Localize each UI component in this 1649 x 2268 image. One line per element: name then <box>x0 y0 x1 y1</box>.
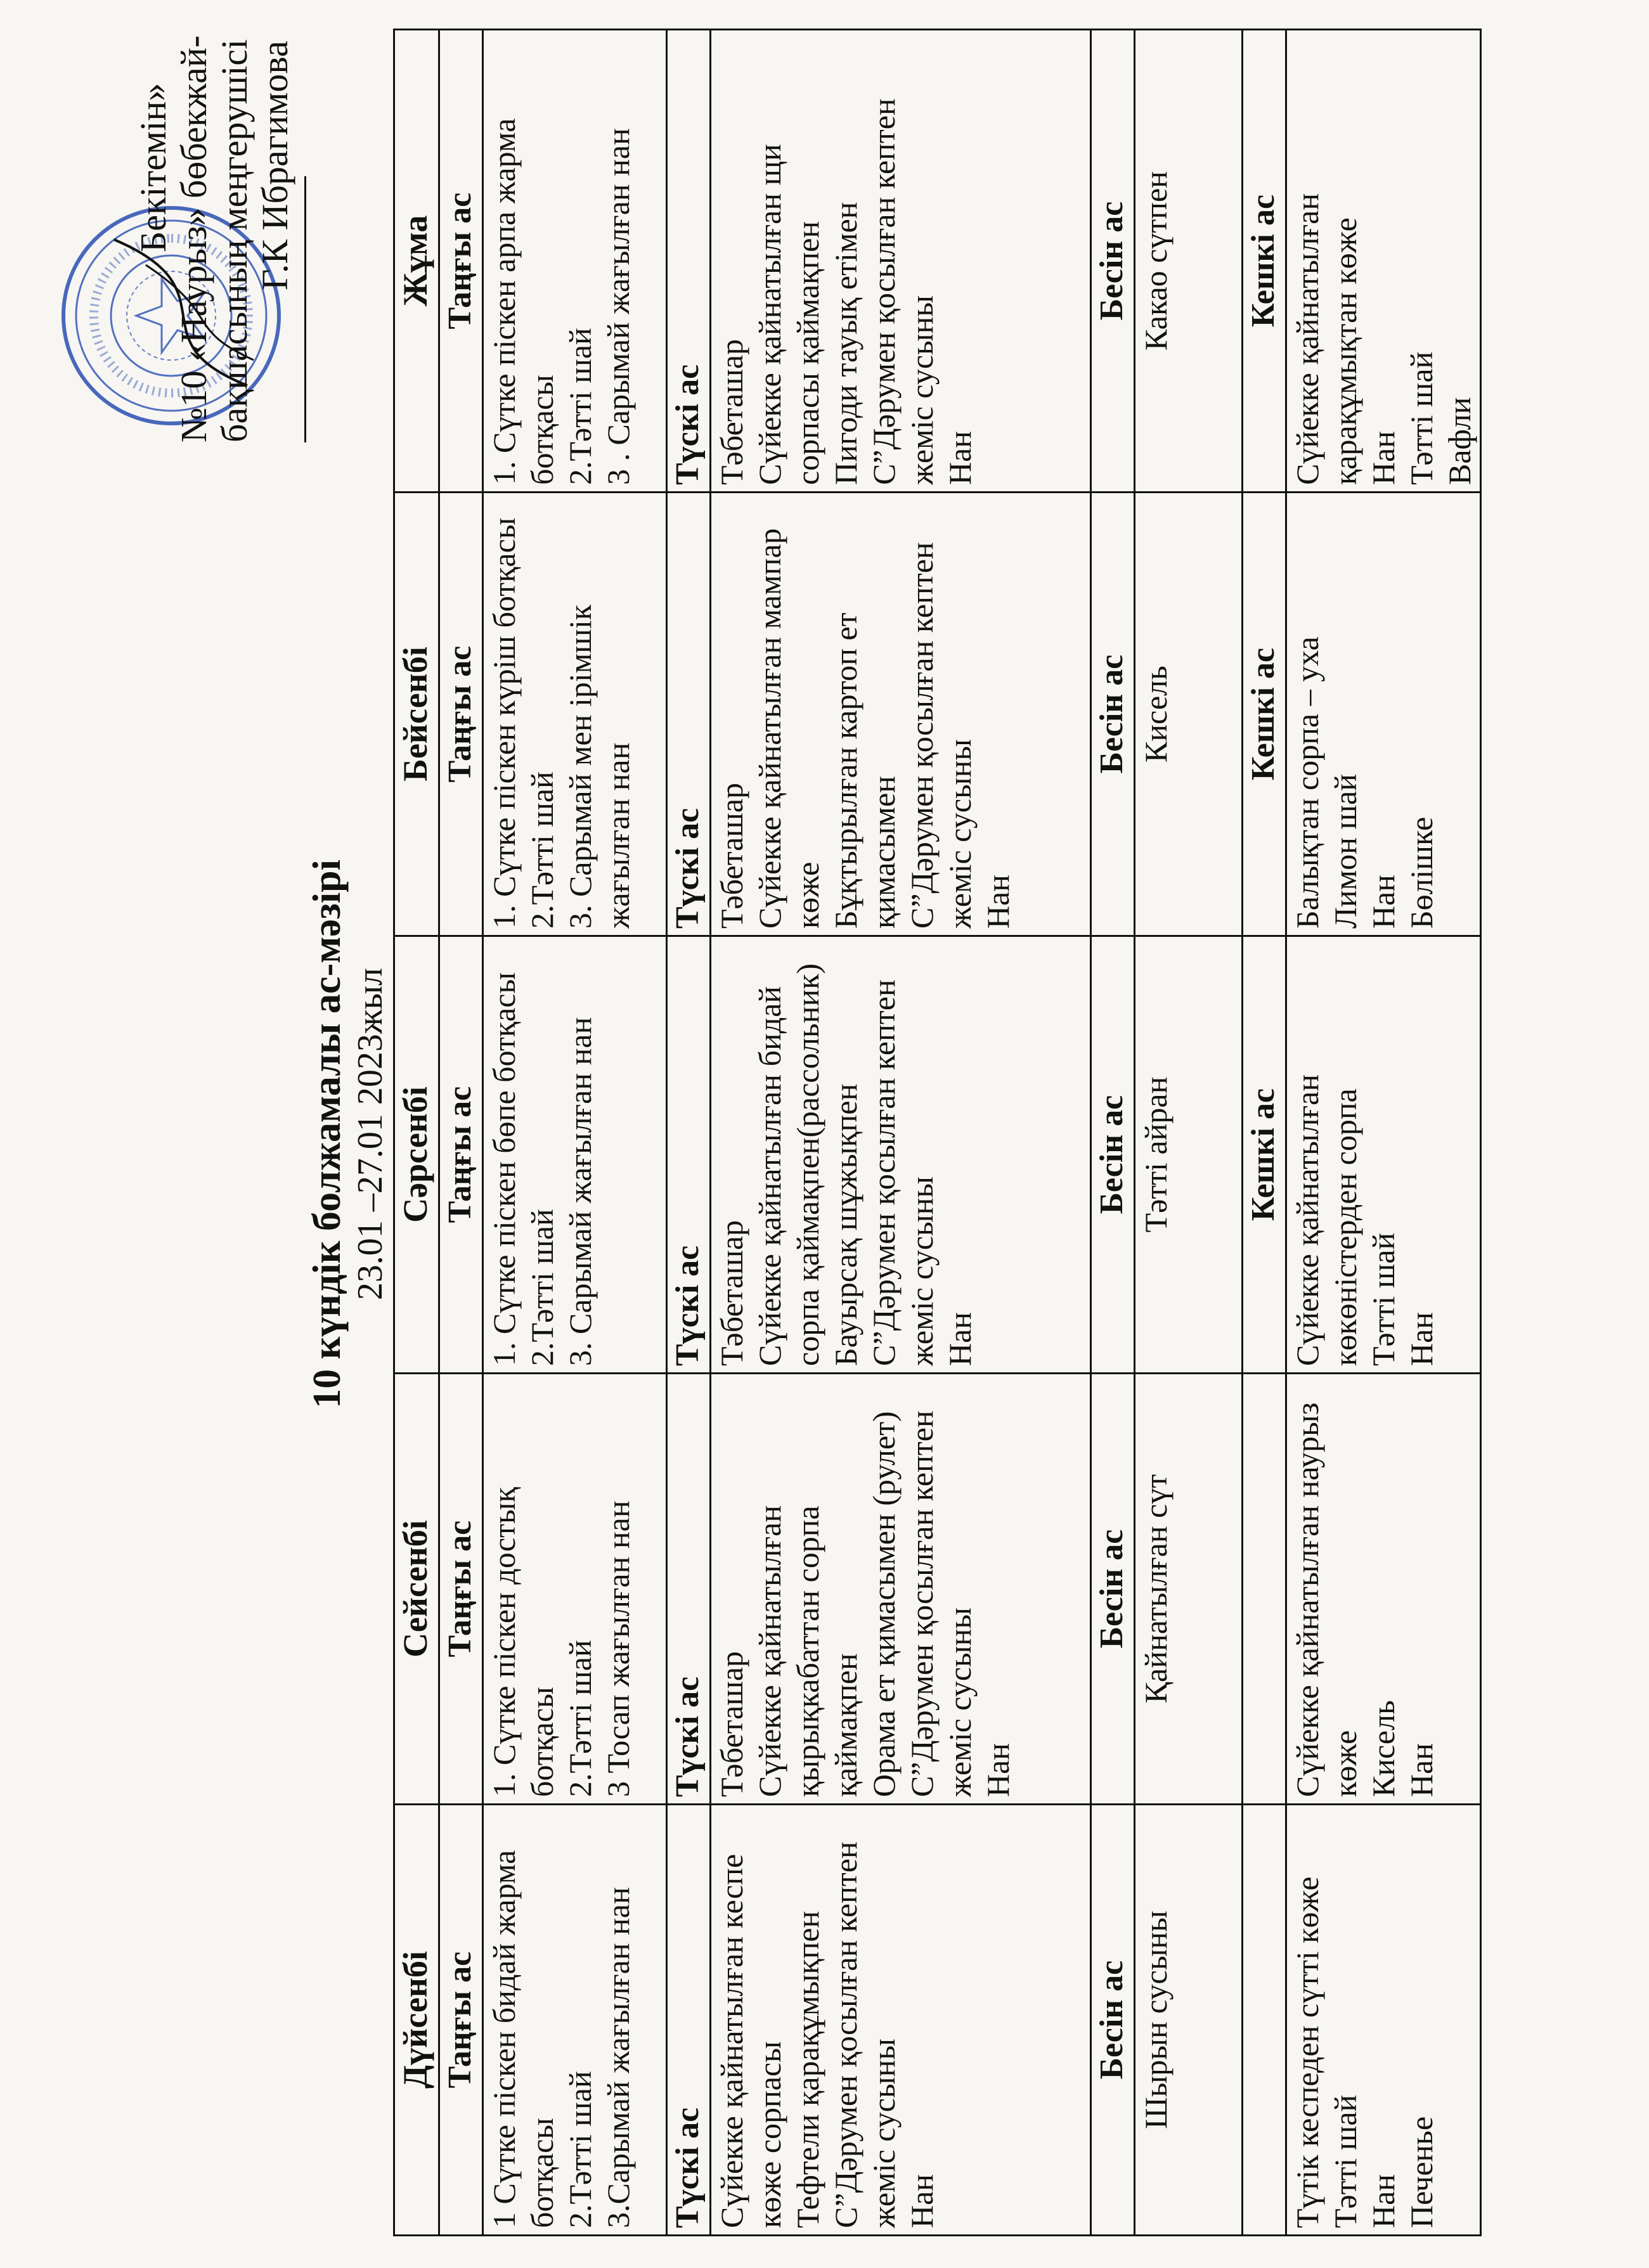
menu-item: Кисель <box>1366 1700 1401 1797</box>
approval-line-3: бақшасының меңгерушісі <box>214 39 255 442</box>
lunch-header-row <box>667 30 711 2236</box>
menu-cell <box>1286 1805 1481 2236</box>
meal-header: Таңғы ас <box>439 493 483 936</box>
menu-item: Тәтті шай <box>1366 1232 1401 1366</box>
menu-cell <box>483 936 667 1374</box>
dinner-row <box>1286 30 1481 2236</box>
menu-item: Лимон шай <box>1328 773 1363 929</box>
menu-item: 1. Сүтке піскен бөпе ботқасы <box>486 972 522 1366</box>
menu-item: Тәтті шай <box>1404 351 1439 485</box>
menu-item: Нан <box>980 1743 1016 1797</box>
menu-item: Нан <box>1366 2174 1401 2228</box>
day-header: Жұма <box>394 30 439 493</box>
menu-cell <box>1286 1374 1481 1805</box>
menu-cell: Кисель <box>1135 493 1243 936</box>
meal-header: Түскі ас <box>667 493 711 936</box>
menu-item: Нан <box>1366 874 1401 929</box>
menu-item: Сүйекке қайнатылған бидай сорпа қаймақпен(рассольник) <box>752 963 825 1366</box>
menu-cell <box>711 30 1091 493</box>
meal-header: Кешкі ас <box>1243 936 1286 1374</box>
menu-cell <box>1286 30 1481 493</box>
menu-item: 1. Сүтке піскен достық ботқасы <box>486 1487 560 1797</box>
menu-cell <box>711 936 1091 1374</box>
menu-cell <box>483 493 667 936</box>
approval-line-1: Бекітемін» <box>133 82 174 252</box>
menu-item: С”Дәрумен қосылған кептен жеміс сусыны <box>904 542 978 929</box>
menu-item: Нан <box>980 874 1016 929</box>
meal-header: Кешкі ас <box>1243 30 1286 493</box>
menu-item: Вафли <box>1442 397 1477 485</box>
menu-item: Нан <box>1404 1311 1439 1366</box>
menu-item: 2.Тәтті шай <box>562 328 598 485</box>
meal-header: Бесін ас <box>1091 936 1135 1374</box>
menu-item: 1. Сүтке піскен күріш ботқасы <box>486 517 522 929</box>
menu-item: Нан <box>1366 430 1401 485</box>
meal-header <box>1243 1374 1286 1805</box>
lunch-row <box>711 30 1091 2236</box>
meal-header: Кешкі ас <box>1243 493 1286 936</box>
approval-block <box>133 37 306 442</box>
menu-item: Тәбеташар <box>714 1651 749 1797</box>
day-header: Дүйсенбі <box>394 1805 439 2236</box>
meal-header: Таңғы ас <box>439 936 483 1374</box>
director-name: Г.К Ибрагимова <box>254 41 295 290</box>
menu-table <box>393 29 1482 2236</box>
menu-item: 2.Тәтті шай <box>524 1209 560 1366</box>
menu-item: 3 . Сарымай жағылған нан <box>600 128 636 485</box>
period-subtitle: 23.01 –27.01 2023жыл <box>351 967 390 1301</box>
menu-item: С”Дәрумен қосылған кептен жеміс сусыны <box>866 979 940 1366</box>
menu-item: Сүйекке қайнатылған көкөністерден сорпа <box>1290 1074 1363 1366</box>
menu-cell <box>1286 936 1481 1374</box>
menu-item: Бұқтырылған картоп ет қимасымен <box>828 612 902 929</box>
menu-item: Тәбеташар <box>714 1220 749 1366</box>
snack-header-row <box>1091 30 1135 2236</box>
menu-item: Балықтан сорпа – уха <box>1290 636 1325 929</box>
meal-header: Түскі ас <box>667 936 711 1374</box>
menu-cell <box>711 493 1091 936</box>
menu-item: 3. Сарымай мен ірімшік жағылған нан <box>562 604 636 929</box>
menu-item: 3. Сарымай жағылған нан <box>562 1017 598 1366</box>
menu-cell <box>1286 493 1481 936</box>
menu-cell <box>483 30 667 493</box>
menu-item: Сүйекке қайнатылған мампар көже <box>752 528 825 929</box>
approval-line-2: №10 «Наурыз» бөбекжай- <box>173 35 214 442</box>
day-header: Сейсенбі <box>394 1374 439 1805</box>
menu-item: Сүйекке қайнатылған қырықкабаттан сорпа қаймақпен <box>752 1505 863 1797</box>
meal-header: Таңғы ас <box>439 1805 483 2236</box>
menu-item: Бөлішке <box>1404 816 1439 929</box>
menu-item: Орама ет қимасымен (рулет) <box>866 1411 902 1797</box>
meal-header: Таңғы ас <box>439 30 483 493</box>
meal-header: Түскі ас <box>667 1374 711 1805</box>
menu-item: Нан <box>1404 1743 1439 1797</box>
day-header: Сәрсенбі <box>394 936 439 1374</box>
menu-item: Сүйекке қайнатылған щи сорпасы қаймақпен <box>752 144 825 485</box>
meal-header: Түскі ас <box>667 1805 711 2236</box>
menu-item: С”Дәрумен қосылған кептен жеміс сусыны <box>866 98 940 485</box>
menu-cell <box>483 1374 667 1805</box>
meal-header: Бесін ас <box>1091 30 1135 493</box>
approval-signature-name <box>255 37 295 442</box>
meal-header: Түскі ас <box>667 30 711 493</box>
menu-cell: Тәтті айран <box>1135 936 1243 1374</box>
meal-header <box>1243 1805 1286 2236</box>
menu-item: 3 Тосап жағылған нан <box>600 1500 636 1797</box>
menu-item: Нан <box>904 2174 940 2228</box>
menu-item: Сүйекке қайнатылған наурыз көже <box>1290 1402 1363 1797</box>
menu-item: Пигоди тауық етімен <box>828 202 863 485</box>
day-header: Бейсенбі <box>394 493 439 936</box>
menu-cell <box>711 1374 1091 1805</box>
menu-item: Нан <box>942 1311 978 1366</box>
menu-item: Түтік кеспеден сүтті көже <box>1290 1876 1325 2228</box>
menu-item: С”Дәрумен қосылған кептен жеміс сусыны <box>904 1410 978 1797</box>
menu-item: Тәбеташар <box>714 782 749 929</box>
menu-item: Сүйекке қайнатылған кеспе көже сорпасы <box>714 1853 787 2228</box>
menu-item: 2.Тәтті шай <box>562 1640 598 1797</box>
snack-row <box>1135 30 1243 2236</box>
menu-item: Нан <box>942 430 978 485</box>
days-header-row <box>394 30 439 2236</box>
meal-header: Бесін ас <box>1091 493 1135 936</box>
menu-item: 2.Тәтті шай <box>524 771 560 929</box>
meal-header: Бесін ас <box>1091 1805 1135 2236</box>
breakfast-row <box>483 30 667 2236</box>
menu-item: 1 Сүтке піскен бидай жарма ботқасы <box>486 1850 560 2228</box>
document-heading <box>304 0 391 2268</box>
page-title: 10 күндік болжамалы ас-мәзірі <box>306 860 349 1408</box>
menu-cell: Какао сүтпен <box>1135 30 1243 493</box>
menu-cell: Қайнатылған сүт <box>1135 1374 1243 1805</box>
menu-item: Тәбеташар <box>714 338 749 485</box>
menu-item: Сүйекке қайнатылған қарақұмықтан көже <box>1290 193 1363 485</box>
menu-cell: Шырын сусыны <box>1135 1805 1243 2236</box>
meal-header: Таңғы ас <box>439 1374 483 1805</box>
breakfast-header-row <box>439 30 483 2236</box>
menu-item: 3.Сарымай жағылған нан <box>600 1887 636 2228</box>
menu-item: Бауырсақ шұжықпен <box>828 1083 863 1366</box>
dinner-header-row <box>1243 30 1286 2236</box>
menu-item: 2.Тәтті шай <box>562 2071 598 2228</box>
menu-item: Тәтті шай <box>1328 2094 1363 2228</box>
menu-item: Печенье <box>1404 2116 1439 2228</box>
menu-cell <box>483 1805 667 2236</box>
menu-item: Тефтели қарақұмықпен <box>790 1910 825 2228</box>
meal-header: Бесін ас <box>1091 1374 1135 1805</box>
menu-item: С”Дәрумен қосылған кептен жеміс сусыны <box>828 1841 902 2228</box>
menu-cell <box>711 1805 1091 2236</box>
menu-item: 1. Сүтке піскен арпа жарма ботқасы <box>486 118 560 485</box>
